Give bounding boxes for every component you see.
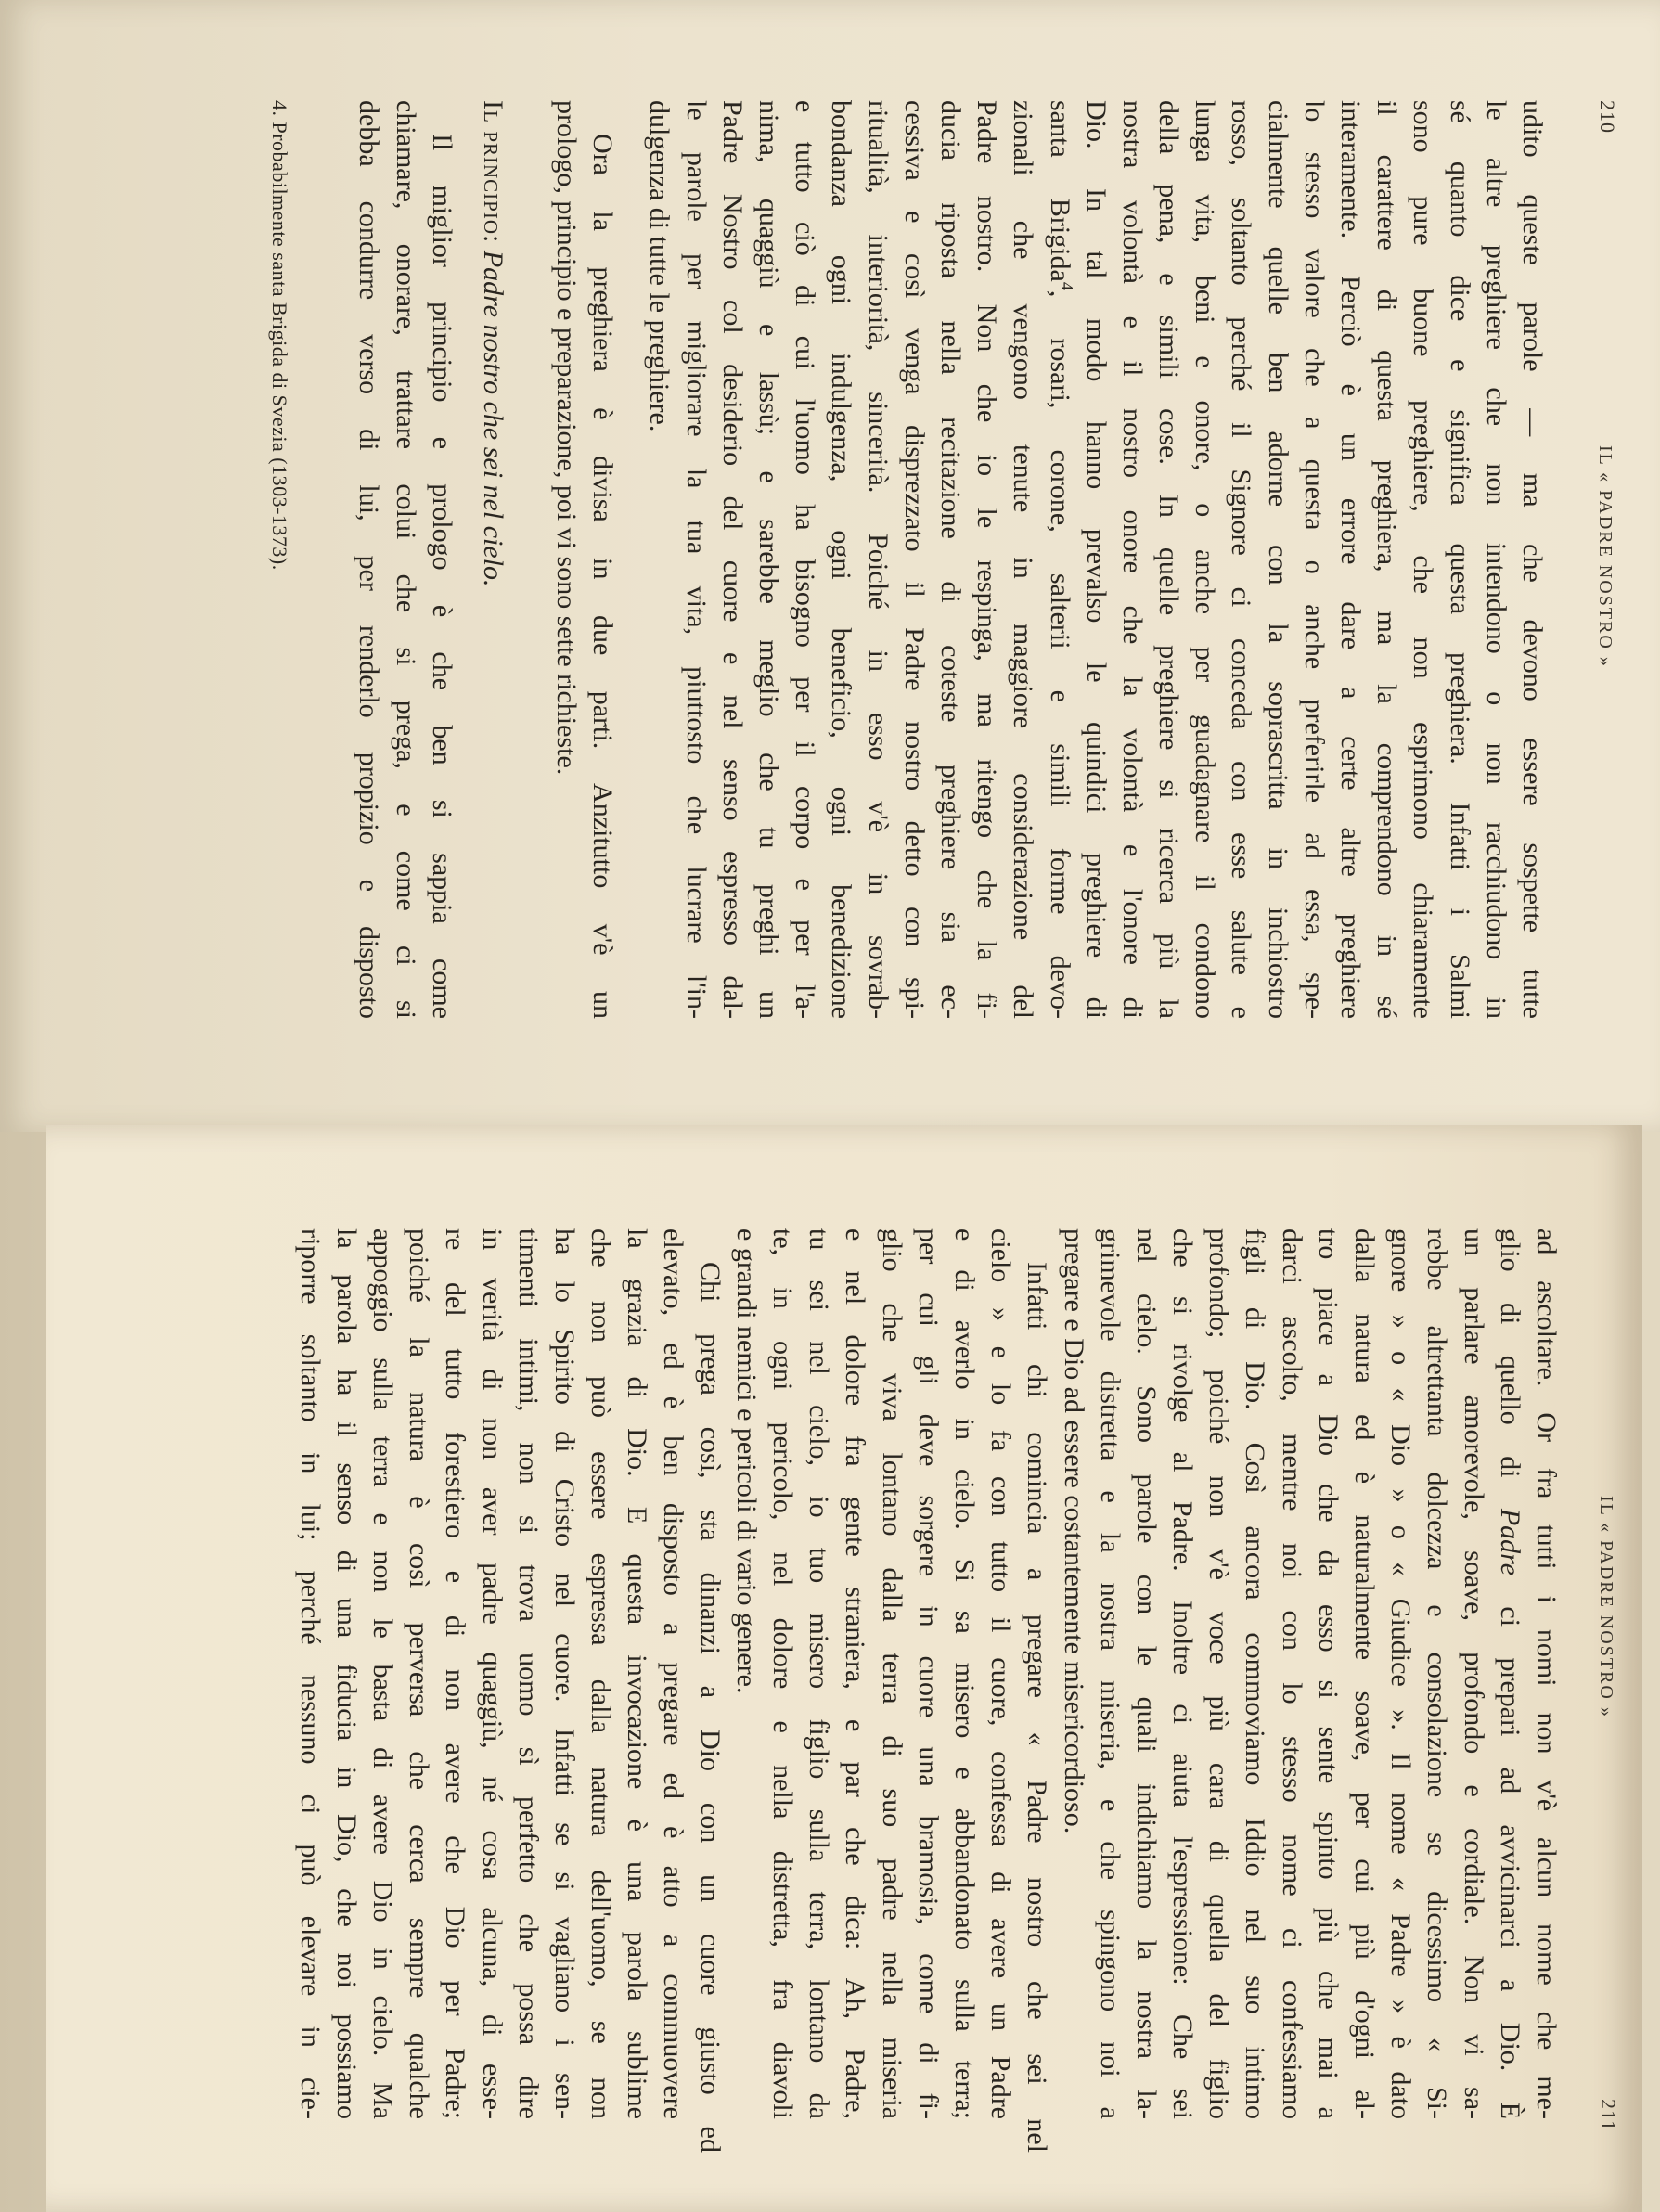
- page-number: 211: [1597, 2099, 1620, 2132]
- footnote-4: 4. Probabilmente santa Brigida di Svezia (1303-1373).: [268, 100, 292, 571]
- text-line: le parole per migliorare la tua vita, piuttosto che lucrare l'in-: [680, 100, 712, 1019]
- text-line: in verità di non aver padre quaggiù, né cosa alcuna, di esse-: [476, 1228, 508, 2119]
- paragraph-2: [728, 1228, 1056, 2153]
- text-line: profondo; poiché non v'è voce più cara di quella del figlio: [1203, 1228, 1235, 2119]
- text-line: della pena, e simili cose. In quelle preghiere si ricerca più la: [1153, 100, 1185, 1019]
- text-line: e grandi nemici e pericoli di vario genere.: [730, 1228, 762, 1694]
- text-line: figli di Dio. Così ancora commoviamo Iddio nel suo intimo: [1240, 1228, 1271, 2119]
- text-line: lunga vita, beni e onore, o anche per guadagnare il condono: [1190, 100, 1221, 1019]
- paragraph-1: [1528, 1228, 1564, 2119]
- text-line: elevato, ed è ben disposto a pregare ed è atto a commuovere: [658, 1228, 689, 2119]
- text-line: udito queste parole — ma che devono essere sospette tutte: [1517, 100, 1548, 1019]
- text-line: il carattere di questa preghiera, ma la comprendono in sé: [1371, 100, 1403, 1019]
- text-line: gnore » o « Dio » o « Giudice ». Il nome « Padre » è dato: [1385, 1228, 1417, 2119]
- text-line: rosso, soltanto perché il Signore ci conceda con esse salute e: [1226, 100, 1257, 1019]
- text-line: un parlare amorevole, soave, profondo e cordiale. Non vi sa-: [1458, 1228, 1489, 2119]
- text-line: la grazia di Dio. E questa invocazione è una parola sublime: [622, 1228, 653, 2119]
- text-run: glio di quello di: [1494, 1228, 1525, 1509]
- text-line: Dio. In tal modo hanno prevalso le quindici preghiere di: [1080, 100, 1112, 1019]
- text-line: interamente. Perciò è un errore dare a certe altre preghiere: [1335, 100, 1367, 1019]
- page-210-body: [265, 100, 1551, 1019]
- text-line: cessiva e così venga disprezzato il Padre nostro detto con spi-: [898, 100, 930, 1019]
- text-line: chiamare, onorare, trattare colui che si prega, e come ci si: [390, 100, 421, 1019]
- text-line: dulgenza di tutte le preghiere.: [644, 100, 676, 432]
- text-line: poiché la natura è così perversa che cerca sempre qualche: [404, 1228, 435, 2119]
- section-heading-quote: Padre nostro che sei nel cielo.: [477, 250, 508, 587]
- text-line: ha lo Spirito di Cristo nel cuore. Infatti se si vagliano i sen-: [548, 1228, 580, 2119]
- text-run: santa Brigida: [1044, 100, 1075, 282]
- text-line: lo stesso valore che a questa o anche preferirle ad essa, spe-: [1298, 100, 1330, 1019]
- text-run: ci prepari ad avvicinarci a Dio. È: [1494, 1575, 1525, 2120]
- text-line: Chi prega così, sta dinanzi a Dio con un cuore giusto ed: [694, 1262, 726, 2153]
- text-line: grimevole distretta e la nostra miseria, e che spingono noi a: [1094, 1228, 1126, 2119]
- text-line: che non può essere espressa dalla natura dell'uomo, se non: [586, 1228, 617, 2119]
- text-line: Infatti chi comincia a pregare « Padre nostro che sei nel: [1022, 1262, 1053, 2153]
- running-head: IL « PADRE NOSTRO »: [1596, 1496, 1616, 1718]
- text-line: tro piace a Dio che da esso si sente spinto più che mai a: [1312, 1228, 1344, 2119]
- text-line: timenti intimi, non si trova uomo sì perfetto che possa dire: [512, 1228, 544, 2119]
- paragraph-3: [351, 100, 460, 1019]
- text-line: prologo, principio e preparazione, poi vi sono sette richieste.: [551, 100, 583, 776]
- text-line: sono pure buone preghiere, che non esprimono chiaramente: [1408, 100, 1439, 1019]
- text-line: le altre preghiere che non intendono o non racchiudono in: [1480, 100, 1512, 1019]
- text-line: ritualità, interiorità, sincerità. Poiché in esso v'è in sovrab-: [862, 100, 894, 1019]
- page-211-body: [291, 1228, 1564, 2153]
- text-line: glio che viva lontano dalla terra di suo padre nella miseria: [876, 1228, 907, 2119]
- paragraph-3: [291, 1228, 727, 2153]
- text-line: tu sei nel cielo, io tuo misero figlio sulla terra, lontano da: [804, 1228, 835, 2119]
- text-line: [1041, 100, 1077, 1019]
- page-number: 210: [1596, 100, 1619, 134]
- text-line: darci ascolto, mentre noi con lo stesso nome ci confessiamo: [1276, 1228, 1307, 2119]
- footnote-ref: 4: [1057, 281, 1076, 290]
- text-line: Padre Nostro col desiderio del cuore e nel senso espresso dal-: [716, 100, 748, 1019]
- section-heading-label: Il principio:: [477, 100, 508, 244]
- text-line: per cui gli deve sorgere in cuore una bramosia, come di fi-: [912, 1228, 944, 2119]
- text-line: re del tutto forestiero e di non avere che Dio per Padre;: [440, 1228, 471, 2119]
- text-line: e di averlo in cielo. Si sa misero e abbandonato sulla terra;: [949, 1228, 980, 2119]
- text-line: pregare e Dio ad essere costantemente misericordioso.: [1058, 1228, 1089, 1834]
- paragraph-2: [548, 100, 621, 1019]
- text-line: debba condurre verso di lui, per renderlo propizio e disposto: [354, 100, 385, 1019]
- text-line: dalla natura ed è naturalmente soave, per cui più d'ogni al-: [1349, 1228, 1381, 2119]
- running-head: IL « PADRE NOSTRO »: [1595, 445, 1615, 668]
- text-line: e nel dolore fra gente straniera, e par che dica: Ah, Padre,: [840, 1228, 871, 2119]
- paragraph-1-cont: [1055, 1228, 1491, 2119]
- paragraph-1-line-2: [1492, 1228, 1528, 2119]
- section-heading: [475, 100, 511, 1019]
- text-line: bondanza ogni indulgenza, ogni beneficio, ogni benedizione: [826, 100, 857, 1019]
- text-line: che si rivolge al Padre. Inoltre ci aiuta l'espressione: Che sei: [1167, 1228, 1199, 2119]
- text-line: Padre nostro. Non che io le respinga, ma ritengo che la fi-: [972, 100, 1003, 1019]
- text-line: riporre soltanto in lui; perché nessuno ci può elevare in cie-: [294, 1228, 326, 2119]
- text-line: ad ascoltare. Or fra tutti i nomi non v'è alcun nome che me-: [1531, 1228, 1562, 2119]
- text-line: cielo » e lo fa con tutto il cuore, confessa di avere un Padre: [985, 1228, 1017, 2119]
- text-line: nima, quaggiù e lassù; e sarebbe meglio che tu preghi un: [753, 100, 785, 1019]
- italic-word: Padre: [1494, 1508, 1525, 1576]
- text-line: nostra volontà e il nostro onore che la volontà e l'onore di: [1116, 100, 1148, 1019]
- text-line: Ora la preghiera è divisa in due parti. Anzitutto v'è un: [587, 134, 619, 1019]
- text-line: la parola ha il senso di una fiducia in Dio, che noi possiamo: [330, 1228, 362, 2119]
- text-line: appoggio sulla terra e non le basta di avere Dio in cielo. Ma: [367, 1228, 398, 2119]
- text-line: sé quanto dice e significa questa preghiera. Infatti i Salmi: [1444, 100, 1475, 1019]
- text-run: , rosari, corone, salterii e simili forme devo-: [1044, 289, 1075, 1019]
- text-line: ducia riposta nella recitazione di coteste preghiere sia ec-: [935, 100, 966, 1019]
- text-line: rebbe altrettanta dolcezza e consolazione se dicessimo « Si-: [1422, 1228, 1453, 2119]
- text-line: zionali che vengono tenute in maggiore considerazione del: [1008, 100, 1039, 1019]
- text-line: te, in ogni pericolo, nel dolore e nella distretta, fra diavoli: [767, 1228, 799, 2119]
- text-line: cialmente quelle ben adorne con la soprascritta in inchiostro: [1262, 100, 1293, 1019]
- text-line: nel cielo. Sono parole con le quali indichiamo la nostra la-: [1130, 1228, 1162, 2119]
- text-line: e tutto ciò di cui l'uomo ha bisogno per il corpo e per l'a-: [790, 100, 821, 1019]
- paragraph-1: [641, 100, 1551, 1019]
- page-211: [46, 1125, 1642, 2212]
- text-line: Il miglior principio e prologo è che ben si sappia come: [426, 134, 457, 1019]
